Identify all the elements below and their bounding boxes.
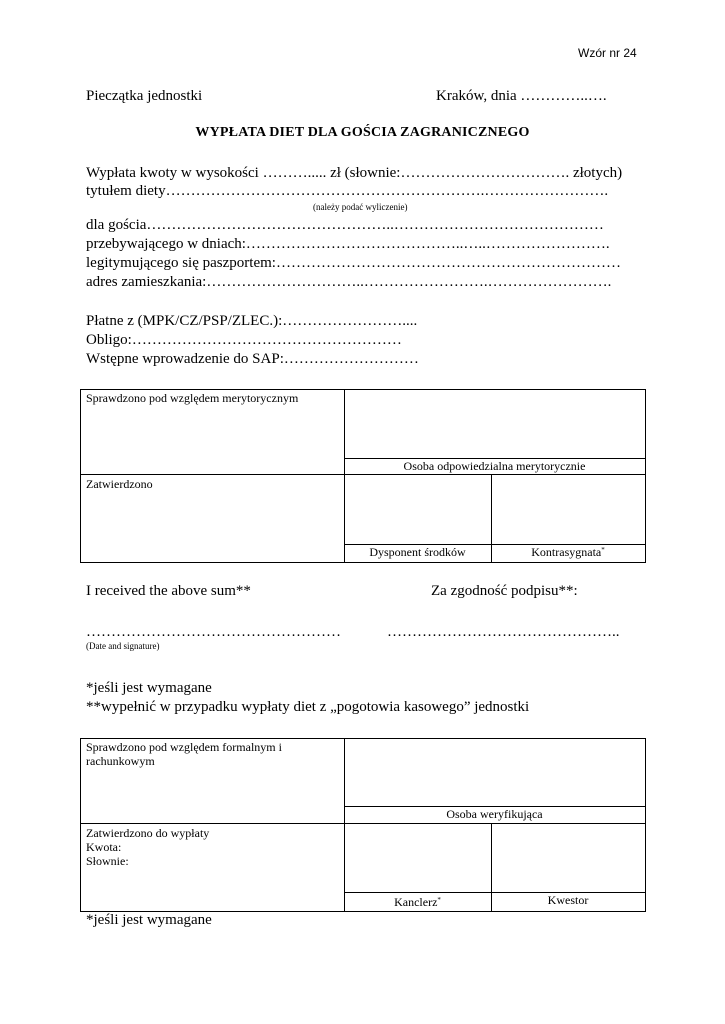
bursar-label: Kwestor (547, 893, 589, 907)
days-field[interactable]: przebywającego w dniach:……………………………………..…..……………………. (86, 236, 610, 252)
disposer-signature-cell[interactable] (345, 475, 490, 543)
conformity-signature-line[interactable]: ……………………………………….. (387, 624, 620, 640)
conformity-label: Za zgodność podpisu**: (431, 583, 578, 599)
chancellor-signature-cell[interactable] (345, 824, 490, 891)
form-number: Wzór nr 24 (578, 46, 637, 60)
amount-field[interactable]: Wypłata kwoty w wysokości ………..... zł (słownie:……………………………. złotych) (86, 165, 623, 181)
date-signature-note: (Date and signature) (86, 641, 160, 651)
fill-in-note: **wypełnić w przypadku wypłaty diet z „pogotowia kasowego” jednostki (86, 699, 530, 715)
bursar-signature-cell[interactable] (492, 824, 644, 891)
if-required-note: *jeśli jest wymagane (86, 680, 212, 696)
footer-note: *jeśli jest wymagane (86, 912, 212, 928)
merit-signature-cell[interactable] (345, 390, 644, 457)
received-signature-line[interactable]: …………………………………………… (86, 624, 341, 640)
stamp-label: Pieczątka jednostki (86, 88, 203, 104)
obligo-field[interactable]: Obligo:……………………………………………… (86, 332, 402, 348)
merit-check-label: Sprawdzono pod względem merytorycznym (86, 391, 299, 405)
amount-label: Kwota: (86, 840, 122, 854)
guest-field[interactable]: dla gościa…………………………………………..…………………………………… (86, 217, 604, 233)
passport-field[interactable]: legitymującego się paszportem:…………………………………………………………… (86, 255, 621, 271)
responsible-person-label: Osoba odpowiedzialna merytorycznie (403, 459, 586, 473)
address-field[interactable]: adres zamieszkania:…………………………..…………………….……………………. (86, 274, 612, 290)
page-title: WYPŁATA DIET DLA GOŚCIA ZAGRANICZNEGO (195, 125, 530, 140)
words-label: Słownie: (86, 854, 129, 868)
payable-field[interactable]: Płatne z (MPK/CZ/PSP/ZLEC.):…………………….... (86, 313, 418, 329)
disposer-label: Dysponent środków (369, 545, 466, 559)
verifier-signature-cell[interactable] (345, 739, 644, 805)
chancellor-label: Kanclerz* (394, 895, 441, 909)
calc-note: (należy podać wyliczenie) (313, 202, 408, 212)
formal-check-label-2: rachunkowym (86, 754, 155, 768)
received-label: I received the above sum** (86, 583, 251, 599)
countersign-signature-cell[interactable] (492, 475, 644, 543)
approved-payment-label: Zatwierdzono do wypłaty (86, 826, 210, 840)
diet-field[interactable]: tytułem diety……………………………………………………….……………………. (86, 183, 609, 199)
formal-check-label-1: Sprawdzono pod względem formalnym i (86, 740, 282, 754)
place-date-field[interactable]: Kraków, dnia …………..…. (436, 88, 607, 104)
verifier-label: Osoba weryfikująca (446, 807, 543, 821)
countersign-label: Kontrasygnata* (531, 545, 605, 559)
approved-label: Zatwierdzono (86, 477, 153, 491)
sap-field[interactable]: Wstępne wprowadzenie do SAP:……………………… (86, 351, 419, 367)
